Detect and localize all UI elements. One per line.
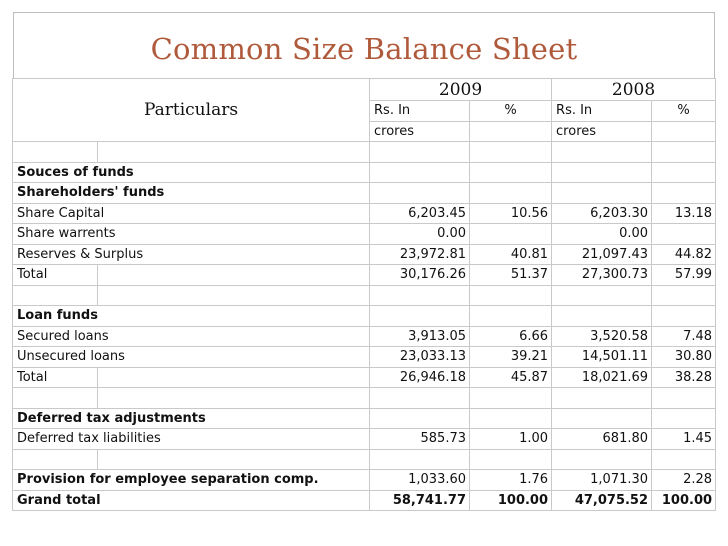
row-label: Total bbox=[13, 367, 98, 388]
header-row-years bbox=[13, 79, 716, 101]
table-row bbox=[13, 306, 716, 327]
section-sources: Souces of funds bbox=[13, 162, 370, 183]
table-row: Total 26,946.18 45.87 18,021.69 38.28 bbox=[13, 367, 716, 388]
row-label: Deferred tax liabilities bbox=[13, 429, 370, 450]
row-label: Provision for employee separation comp. bbox=[13, 470, 370, 491]
header-pct-2008: % bbox=[652, 101, 716, 122]
row-label: Secured loans bbox=[13, 326, 370, 347]
row-label: Share Capital bbox=[13, 203, 370, 224]
header-crores-2008: crores bbox=[552, 121, 652, 142]
header-pct-2009: % bbox=[470, 101, 552, 122]
header-year-2008: 2008 bbox=[552, 79, 716, 101]
table-row: Unsecured loans 23,033.13 39.21 14,501.11 30.80 bbox=[13, 347, 716, 368]
balance-sheet-table bbox=[12, 78, 716, 511]
table-row: Share warrents 0.00 0.00 bbox=[13, 224, 716, 245]
section-deferred-tax: Deferred tax adjustments bbox=[13, 408, 370, 429]
table-row-grand-total: Grand total 58,741.77 100.00 47,075.52 100.00 bbox=[13, 490, 716, 511]
table-row: Share Capital 6,203.45 10.56 6,203.30 13.18 bbox=[13, 203, 716, 224]
row-label: Reserves & Surplus bbox=[13, 244, 370, 265]
header-particulars: Particulars bbox=[13, 79, 370, 142]
row-label: Share warrents bbox=[13, 224, 370, 245]
spacer-row bbox=[13, 142, 716, 163]
table-row: Total 30,176.26 51.37 27,300.73 57.99 bbox=[13, 265, 716, 286]
header-crores-2009: crores bbox=[370, 121, 470, 142]
header-rs-in-2009: Rs. In bbox=[370, 101, 470, 122]
spacer-row bbox=[13, 388, 716, 409]
row-label: Unsecured loans bbox=[13, 347, 370, 368]
row-label: Total bbox=[13, 265, 98, 286]
section-loan-funds: Loan funds bbox=[13, 306, 370, 327]
table-row bbox=[13, 408, 716, 429]
title-box bbox=[13, 12, 715, 78]
table-row bbox=[13, 162, 716, 183]
table-row bbox=[13, 183, 716, 204]
page-title: Common Size Balance Sheet bbox=[150, 31, 578, 66]
table-row: Reserves & Surplus 23,972.81 40.81 21,097.43 44.82 bbox=[13, 244, 716, 265]
table-row: Provision for employee separation comp. 1,033.60 1.76 1,071.30 2.28 bbox=[13, 470, 716, 491]
spacer-row bbox=[13, 449, 716, 470]
table-row: Secured loans 3,913.05 6.66 3,520.58 7.48 bbox=[13, 326, 716, 347]
header-rs-in-2008: Rs. In bbox=[552, 101, 652, 122]
table-row: Deferred tax liabilities 585.73 1.00 681.80 1.45 bbox=[13, 429, 716, 450]
header-year-2009: 2009 bbox=[370, 79, 552, 101]
spacer-row bbox=[13, 285, 716, 306]
row-label: Grand total bbox=[13, 490, 370, 511]
section-shareholders: Shareholders' funds bbox=[13, 183, 370, 204]
